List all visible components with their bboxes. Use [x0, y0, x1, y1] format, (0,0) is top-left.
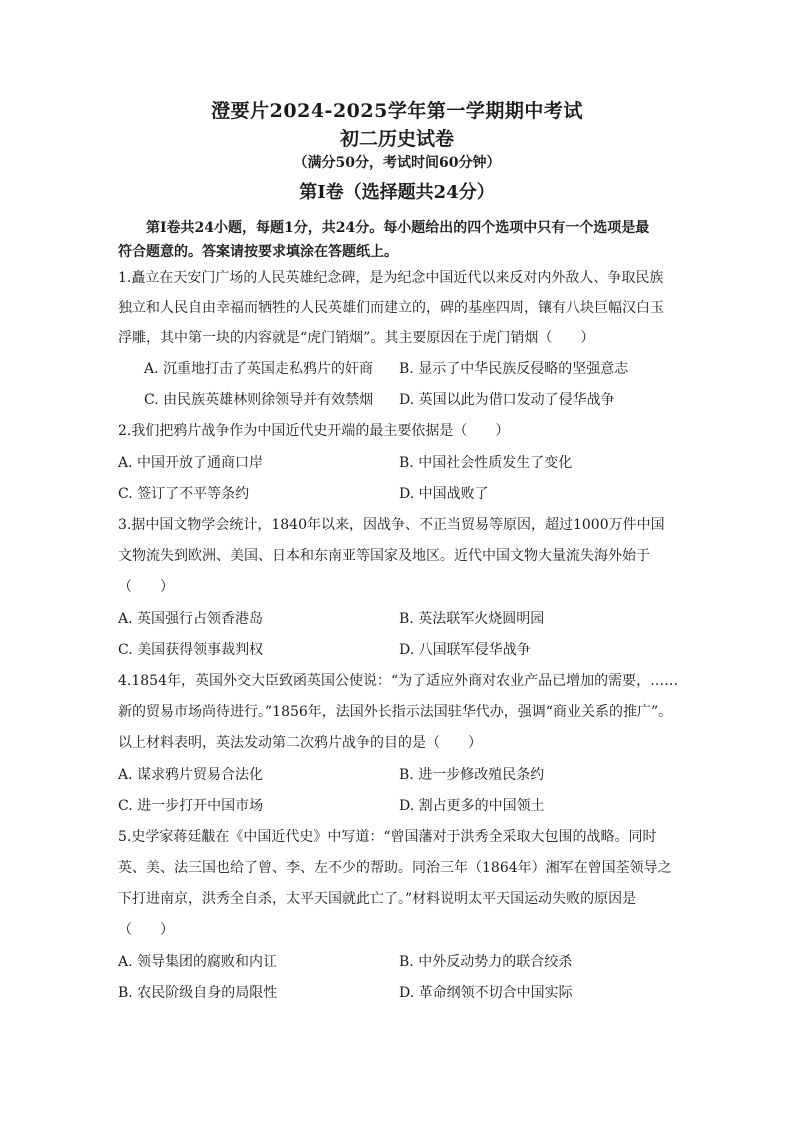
question-1-option-a[interactable]: A. 沉重地打击了英国走私鸦片的奸商 — [144, 361, 374, 377]
question-4-line-2: 新的贸易市场尚待进行。”1856年，法国外长指示法国驻华代办，强调“商业关系的推广”。 — [118, 704, 673, 720]
question-5-line-3: 下打进南京，洪秀全自杀，太平天国就此亡了。”材料说明太平天国运动失败的原因是 — [118, 891, 637, 907]
question-5-line-2: 英、美、法三国也给了曾、李、左不少的帮助。同治三年（1864年）湘军在曾国荃领导之 — [118, 860, 672, 876]
question-3-option-d[interactable]: D. 八国联军侵华战争 — [399, 642, 531, 658]
question-5-option-d[interactable]: D. 革命纲领不切合中国实际 — [399, 985, 573, 1001]
question-3-option-a[interactable]: A. 英国强行占领香港岛 — [118, 611, 264, 627]
question-1-option-b[interactable]: B. 显示了中华民族反侵略的坚强意志 — [399, 361, 629, 377]
question-2-option-c[interactable]: C. 签订了不平等条约 — [118, 486, 250, 502]
instructions-line-2: 符合题意的。答案请按要求填涂在答题纸上。 — [118, 244, 398, 260]
exam-subject: 初二历史试卷 — [339, 128, 454, 150]
question-5-line-4: （ ） — [118, 922, 174, 938]
question-4-line-1: 4.1854年，英国外交大臣致函英国公使说：“为了适应外商对农业产品已增加的需要，…… — [118, 673, 679, 689]
question-4-option-c[interactable]: C. 进一步打开中国市场 — [118, 798, 264, 814]
question-4-option-d[interactable]: D. 割占更多的中国领土 — [399, 798, 545, 814]
question-5-line-1: 5.史学家蒋廷黻在《中国近代史》中写道：“曾国藩对于洪秀全采取大包围的战略。同时 — [118, 829, 657, 845]
question-1-option-d[interactable]: D. 英国以此为借口发动了侵华战争 — [399, 392, 615, 408]
question-1-line-2: 独立和人民自由幸福而牺牲的人民英雄们而建立的，碑的基座四周，镶有八块巨幅汉白玉 — [118, 300, 664, 316]
question-4-option-a[interactable]: A. 谋求鸦片贸易合法化 — [118, 767, 264, 783]
section-instructions-cont — [118, 240, 686, 264]
exam-title: 澄要片2024-2025学年第一学期期中考试 — [211, 100, 583, 122]
question-1-line-3: 浮雕，其中第一块的内容就是“虎门销烟”。其主要原因在于虎门销烟（ ） — [118, 330, 595, 346]
question-2-option-b[interactable]: B. 中国社会性质发生了变化 — [399, 455, 573, 471]
question-1-option-c[interactable]: C. 由民族英雄林则徐领导并有效禁烟 — [144, 392, 374, 408]
question-5-option-b[interactable]: B. 中外反动势力的联合绞杀 — [399, 954, 573, 970]
question-3-line-1: 3.据中国文物学会统计，1840年以来，因战争、不正当贸易等原因，超过1000万件中国 — [118, 517, 665, 533]
exam-score-time: （满分50分，考试时间60分钟） — [293, 155, 501, 171]
instructions-line-1: 第Ⅰ卷共24小题，每题1分，共24分。每小题给出的四个选项中只有一个选项是最 — [146, 220, 650, 236]
question-3-line-3: （ ） — [118, 579, 174, 595]
question-2-option-d[interactable]: D. 中国战败了 — [399, 486, 489, 502]
question-4-option-b[interactable]: B. 进一步修改殖民条约 — [399, 767, 545, 783]
question-3-option-b[interactable]: B. 英法联军火烧圆明园 — [399, 611, 545, 627]
question-3-line-2: 文物流失到欧洲、美国、日本和东南亚等国家及地区。近代中国文物大量流失海外始于 — [118, 548, 650, 564]
question-5-option-a[interactable]: A. 领导集团的腐败和内讧 — [118, 954, 278, 970]
question-2-option-a[interactable]: A. 中国开放了通商口岸 — [118, 455, 264, 471]
question-1-line-1: 1.矗立在天安门广场的人民英雄纪念碑，是为纪念中国近代以来反对内外敌人、争取民族 — [118, 270, 664, 286]
question-5-option-c[interactable]: B. 农民阶级自身的局限性 — [118, 985, 278, 1001]
question-4-line-3: 以上材料表明，英法发动第二次鸦片战争的目的是（ ） — [118, 735, 482, 751]
question-2-line-1: 2.我们把鸦片战争作为中国近代史开端的最主要依据是（ ） — [118, 423, 510, 439]
section-title: 第Ⅰ卷（选择题共24分） — [299, 182, 495, 203]
question-3-option-c[interactable]: C. 美国获得领事裁判权 — [118, 642, 264, 658]
section-instructions — [118, 216, 686, 240]
